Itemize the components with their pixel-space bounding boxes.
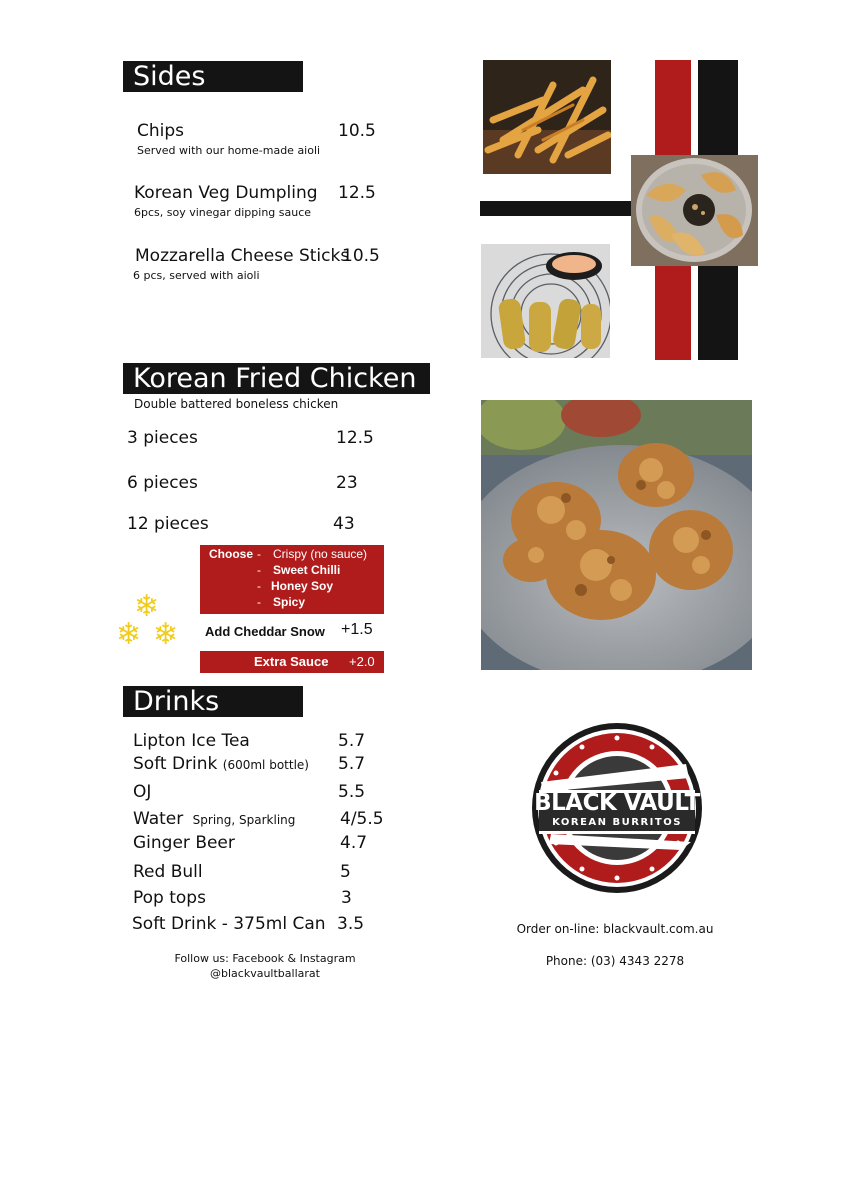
chicken-size-name: 12 pieces	[127, 514, 209, 534]
option-dash: -	[257, 547, 261, 561]
drink-price: 5	[340, 862, 351, 882]
chicken-header: Korean Fried Chicken	[123, 363, 430, 394]
chicken-size-price: 12.5	[336, 428, 374, 448]
black-vault-logo	[531, 722, 703, 894]
social-handle: @blackvaultballarat	[210, 967, 320, 980]
dumplings-photo	[631, 155, 758, 266]
menu-item-price: 10.5	[342, 246, 380, 266]
chicken-size-name: 3 pieces	[127, 428, 198, 448]
menu-item-name: Korean Veg Dumpling	[134, 183, 318, 203]
option-dash: -	[257, 563, 261, 577]
drink-name-text: Soft Drink	[133, 754, 218, 774]
sauce-option: Spicy	[273, 595, 306, 609]
cheese-sticks-photo	[481, 244, 610, 358]
sauce-option: Crispy (no sauce)	[273, 547, 368, 561]
chicken-size-name: 6 pieces	[127, 473, 198, 493]
snowflake-icon: ❄	[134, 590, 160, 623]
drink-price: 5.7	[338, 731, 366, 751]
drink-name: Lipton Ice Tea	[133, 731, 250, 751]
drink-note: Spring, Sparkling	[192, 813, 296, 827]
snowflake-icon: ❄	[116, 618, 142, 651]
drink-name: OJ	[133, 782, 152, 802]
drink-price: 5.7	[338, 754, 366, 774]
drink-price: 4.7	[340, 833, 368, 853]
extra-sauce-box	[200, 651, 384, 673]
logo-subtitle: KOREAN BURRITOS	[552, 817, 682, 828]
extra-sauce-label: Extra Sauce	[254, 654, 329, 669]
drink-name	[133, 809, 295, 829]
drink-note: (600ml bottle)	[222, 758, 309, 772]
sauce-option: Sweet Chilli	[273, 563, 341, 577]
drink-name: Red Bull	[133, 862, 203, 882]
menu-item-name: Mozzarella Cheese Sticks	[135, 246, 350, 266]
chicken-size-price: 43	[333, 514, 355, 534]
phone-text: Phone: (03) 4343 2278	[545, 954, 685, 968]
drink-name: Pop tops	[133, 888, 206, 908]
decor-horizontal-bar	[480, 201, 635, 216]
fried-chicken-photo	[481, 400, 752, 670]
drinks-header: Drinks	[123, 686, 303, 717]
social-line: Follow us: Facebook & Instagram	[174, 952, 356, 965]
fries-photo	[483, 60, 611, 174]
menu-item-price: 12.5	[338, 183, 376, 203]
drink-price: 5.5	[338, 782, 366, 802]
choose-label: Choose	[209, 547, 254, 561]
drink-price: 3	[341, 888, 352, 908]
menu-item-desc: 6 pcs, served with aioli	[133, 269, 260, 282]
sides-header: Sides	[123, 61, 303, 92]
drink-name	[133, 754, 309, 774]
menu-item-desc: 6pcs, soy vinegar dipping sauce	[134, 206, 312, 219]
drink-name: Soft Drink - 375ml Can	[132, 914, 326, 934]
chicken-subtitle: Double battered boneless chicken	[134, 397, 339, 411]
logo-title: BLACK VAULT	[534, 790, 700, 816]
option-dash: -	[257, 595, 261, 609]
option-dash: -	[257, 579, 261, 593]
drink-name: Ginger Beer	[133, 833, 235, 853]
menu-item-price: 10.5	[338, 121, 376, 141]
menu-item-desc: Served with our home-made aioli	[137, 144, 321, 157]
drink-price: 3.5	[337, 914, 365, 934]
sauce-option: Honey Soy	[271, 579, 334, 593]
chicken-size-price: 23	[336, 473, 358, 493]
extra-sauce-price: +2.0	[349, 654, 375, 669]
order-online-text: Order on-line: blackvault.com.au	[516, 922, 714, 936]
snowflake-icon: ❄	[153, 618, 179, 651]
drink-price: 4/5.5	[340, 809, 384, 829]
menu-item-name: Chips	[137, 121, 185, 141]
cheddar-snow-label: Add Cheddar Snow	[205, 624, 325, 639]
cheddar-snow-price: +1.5	[341, 621, 373, 638]
sauce-options-box	[200, 545, 384, 614]
drink-name-text: Water	[133, 809, 184, 829]
